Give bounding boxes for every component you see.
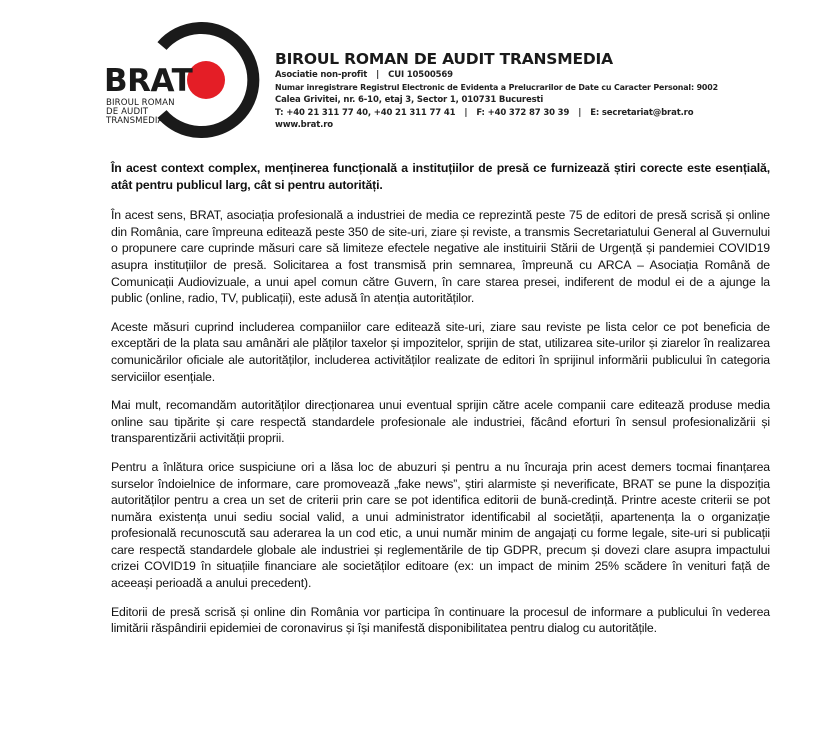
- separator: |: [578, 107, 582, 118]
- body-paragraph: În acest sens, BRAT, asociația profesională a industriei de media ce reprezintă peste 75 de editori de presă scrisă și online din România, care împreuna editează peste 350 de site-uri, ziare și reviste, a transmis Secretariatului General al Guvernului o propunere care cuprinde măsuri care să limiteze efectele negative ale instituirii Stării de Urgență și pandemiei COVID19 asupra instituțiilor de presă. Solicitarea a fost transmisă prin semnarea, împreună cu ARCA – Asociația Română de Comunicații Audiovizuale, a unui apel comun către Guvern, în care starea presei, indiferent de modul ei de a ajunge la public (online, radio, TV, publicații), este adusă în atenția autorităților.: [111, 208, 770, 306]
- body-paragraph: Editorii de presă scrisă și online din România vor participa în continuare la procesul de informare a publicului în vederea limitării răspândirii epidemiei de coronavirus și își manifestă disponibilitatea pentru dialog cu autoritățile.: [111, 604, 770, 636]
- phone-numbers: T: +40 21 311 77 40, +40 21 311 77 41: [275, 107, 456, 118]
- body-paragraph: Pentru a înlătura orice suspiciune ori a lăsa loc de abuzuri și pentru a nu încuraja prin acest demers tocmai finanțarea surselor îndoielnice de informare, care promovează „fake news”, știri alarmiste și neverificate, BRAT se pune la dispoziția autorităților pentru a crea un set de criterii prin care se pot identifica editorii de bună-credință. Printre aceste criterii se pot număra existența unui sediu social valid, a unui administrator identificabil al societății, apartenența la o organizație profesională recunoscută sau aderarea la un cod etic, a unui număr minim de angajați cu forme legale, site-uri si publicații care respectă standardele globale ale industriei și reglementările de tip GDPR, precum și dovezi clare asupra impactului crizei COVID19 în situațiile financiare ale societăților editoare (ex: un impact de minim 25% scădere în venituri față de aceeași perioadă a anului precedent).: [111, 459, 770, 591]
- body-paragraph: Aceste măsuri cuprind includerea companiilor care editează site-uri, ziare sau reviste pe lista celor ce pot beneficia de exceptări de la plata sau amânări ale plăților taxelor și impozitelor, sprijin de stat, utilizarea site-urilor și ziarelor în realizarea comunicărilor oficiale ale autorităților, includerea activităților realizate de editori în sprijinul informării publicului în categoria serviciilor esențiale.: [111, 319, 770, 384]
- logo-brand-text: BRAT: [104, 63, 193, 99]
- logo-subtitle: [106, 99, 175, 127]
- logo-subtitle-line: TRANSMEDIA: [106, 116, 164, 127]
- letterhead-info: [275, 50, 718, 132]
- lead-paragraph: În acest context complex, menținerea funcțională a instituțiilor de presă ce furnizează știri corecte este esențială, atât pentru publicul larg, cât si pentru autorități.: [111, 161, 770, 192]
- logo-red-dot: [187, 61, 225, 99]
- document-body: [111, 160, 770, 649]
- brat-logo: [92, 22, 272, 138]
- separator: |: [464, 107, 468, 118]
- address: Calea Grivitei, nr. 6-10, etaj 3, Sector 1, 010731 Bucuresti: [275, 95, 544, 106]
- separator: |: [376, 70, 380, 80]
- body-paragraph: Mai mult, recomandăm autorităților direcționarea unui eventual sprijin către acele companii care editează produse media online sau tipărite și care respectă standardele profesionale ale industriei, făcând eforturi în sensul profesionalizării și transparentizării activității proprii.: [111, 398, 770, 446]
- email-address[interactable]: E: secretariat@brat.ro: [590, 107, 694, 118]
- organization-status: Asociatie non-profit: [275, 70, 368, 80]
- registry-number: Numar inregistrare Registrul Electronic de Evidenta a Prelucrarilor de Date cu Caracter Personal: 9002: [275, 82, 718, 92]
- logo-subtitle-line: DE AUDIT: [106, 107, 149, 118]
- cui-number: CUI 10500569: [388, 70, 453, 80]
- status-line: [275, 69, 718, 82]
- fax-number: F: +40 372 87 30 39: [476, 107, 570, 118]
- website-link[interactable]: www.brat.ro: [275, 120, 333, 131]
- contact-line: [275, 107, 718, 120]
- logo-subtitle-line: BIROUL ROMAN: [106, 98, 175, 108]
- organization-name: BIROUL ROMAN DE AUDIT TRANSMEDIA: [275, 50, 613, 68]
